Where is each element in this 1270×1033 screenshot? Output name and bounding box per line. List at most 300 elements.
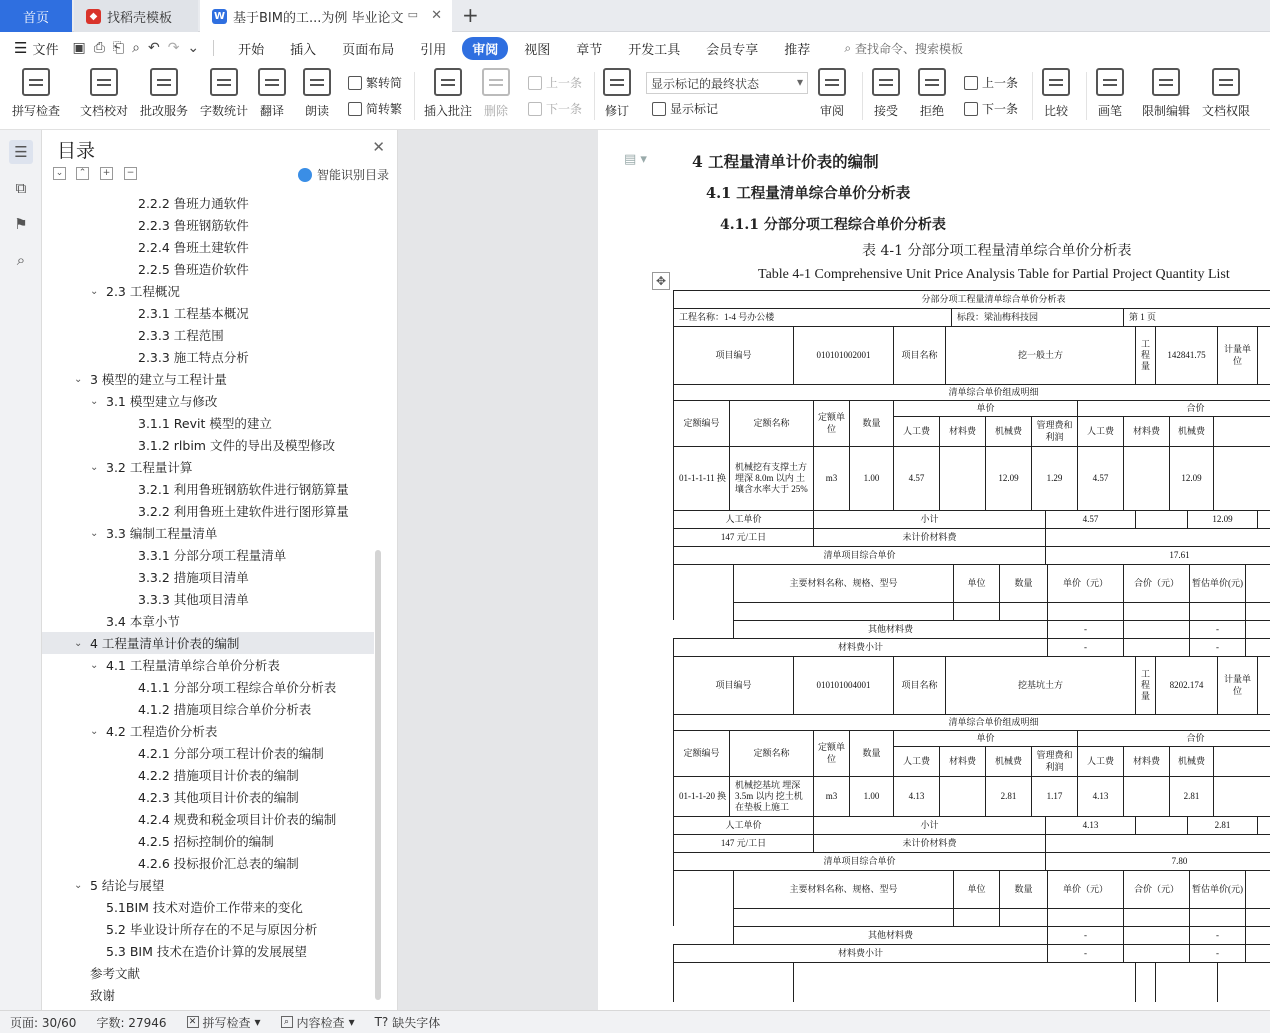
compare-label: 比较 bbox=[1043, 104, 1068, 118]
review-ribbon bbox=[0, 64, 1270, 130]
delete-comment-label: 删除 bbox=[483, 104, 508, 118]
table-label: 暂估单价(元) bbox=[1189, 564, 1245, 602]
table-label: 未计价材料费 bbox=[813, 528, 1045, 546]
print-icon[interactable]: ⎗ bbox=[112, 40, 125, 56]
accept-label: 接受 bbox=[873, 104, 898, 118]
toc-item-label: 2.2.2 鲁班力通软件 bbox=[138, 196, 249, 211]
table-label: 机械费 bbox=[985, 746, 1031, 776]
table-cell bbox=[1123, 926, 1189, 944]
table-cell bbox=[953, 602, 999, 620]
table-label: 工程量 bbox=[1135, 656, 1155, 714]
simp-to-trad-button[interactable] bbox=[348, 100, 402, 117]
subtotal-labor: 4.13 bbox=[1045, 816, 1135, 834]
table-cell bbox=[1245, 870, 1270, 908]
chevron-down-icon[interactable]: ⌄ bbox=[74, 879, 83, 891]
toc-item[interactable] bbox=[42, 984, 374, 1006]
table-dash: - bbox=[1189, 944, 1245, 962]
expand-all-icon[interactable]: ⌃ bbox=[76, 167, 89, 180]
subtotal-labor: 4.57 bbox=[1045, 510, 1135, 528]
table-cell bbox=[673, 564, 733, 620]
table-label: 清单项目综合单价 bbox=[673, 852, 1045, 870]
toc-item[interactable] bbox=[42, 742, 374, 764]
save-icon[interactable]: ▣ bbox=[72, 40, 86, 56]
quota-name: 机械挖有支撑土方 埋深 8.0m 以内 土壤含水率大于 25% bbox=[729, 446, 813, 510]
doc-proof-icon bbox=[90, 68, 118, 96]
undo-icon[interactable]: ↶ bbox=[147, 40, 160, 56]
menu-bar bbox=[0, 32, 1270, 64]
file-menu-label: 文件 bbox=[32, 42, 59, 58]
restrict-edit-label: 限制编辑 bbox=[1142, 104, 1191, 118]
table-label: 清单项目综合单价 bbox=[673, 546, 1045, 564]
toc-item[interactable] bbox=[42, 962, 374, 984]
table-label: 合价 bbox=[1077, 400, 1270, 416]
table-cell bbox=[1155, 962, 1217, 1002]
ribbon-divider bbox=[414, 72, 415, 120]
table-label: 暂估单价(元) bbox=[1189, 870, 1245, 908]
table-section-label: 清单综合单价组成明细 bbox=[673, 714, 1270, 730]
content-check-icon: ⌕ bbox=[281, 1016, 293, 1028]
toc-item[interactable] bbox=[42, 830, 374, 852]
trad-to-simp-icon bbox=[348, 76, 362, 90]
table-label: 人工费 bbox=[1077, 416, 1123, 446]
track-changes-button[interactable] bbox=[603, 68, 631, 119]
toc-item-label: 4.2.2 措施项目计价表的编制 bbox=[138, 768, 299, 783]
delete-comment-button[interactable] bbox=[482, 68, 510, 119]
item-quantity: 8202.174 bbox=[1155, 656, 1217, 714]
menu-divider bbox=[213, 40, 214, 56]
pen-button[interactable] bbox=[1096, 68, 1124, 119]
table-label: 人工费 bbox=[893, 746, 939, 776]
menu-developer[interactable]: 开发工具 bbox=[628, 42, 681, 58]
toc-item[interactable] bbox=[42, 390, 374, 412]
spellcheck-status[interactable] bbox=[187, 1014, 261, 1031]
spellcheck-button[interactable] bbox=[12, 68, 60, 119]
reject-label: 拒绝 bbox=[919, 104, 944, 118]
ribbon-divider bbox=[594, 72, 595, 120]
toc-item-label: 3.2 工程量计算 bbox=[106, 460, 193, 475]
item-name: 挖一般土方 bbox=[945, 326, 1135, 384]
toc-item-label: 4.1.2 措施项目综合单价分析表 bbox=[138, 702, 312, 717]
restrict-edit-button[interactable] bbox=[1142, 68, 1190, 119]
ai-assistant-icon bbox=[298, 168, 312, 182]
tab-template[interactable] bbox=[74, 0, 198, 32]
toc-item-label: 2.2.3 鲁班钢筋软件 bbox=[138, 218, 249, 233]
simp-to-trad-label: 简转繁 bbox=[366, 102, 403, 116]
ribbon-divider bbox=[1032, 72, 1033, 120]
quick-access-more-icon[interactable]: ⌄ bbox=[187, 40, 200, 56]
toc-item[interactable] bbox=[42, 478, 374, 500]
toc-scrollbar[interactable] bbox=[375, 550, 381, 1000]
toc-item[interactable] bbox=[42, 236, 374, 258]
prev-comment-button[interactable] bbox=[528, 74, 582, 91]
batch-service-label: 批改服务 bbox=[140, 104, 189, 118]
toc-item[interactable] bbox=[42, 852, 374, 874]
toc-item[interactable] bbox=[42, 302, 374, 324]
chevron-down-icon: ▾ bbox=[348, 1015, 355, 1029]
trad-to-simp-button[interactable] bbox=[348, 74, 402, 91]
toc-item-label: 2.2.5 鲁班造价软件 bbox=[138, 262, 249, 277]
toc-item-label: 5.3 BIM 技术在造价计算的发展展望 bbox=[106, 944, 307, 959]
table-label: 计量单位 bbox=[1217, 326, 1257, 384]
tab-pin-icon[interactable]: ▭ bbox=[407, 8, 418, 21]
table-cell bbox=[1213, 446, 1270, 510]
paragraph-handle-icon[interactable]: ▤ ▾ bbox=[624, 152, 647, 167]
table-caption-cn: 表 4-1 分部分项工程量清单综合单价分析表 bbox=[862, 243, 1132, 259]
table-label: 单价 bbox=[893, 400, 1077, 416]
table-cell bbox=[1257, 656, 1270, 714]
read-aloud-label: 朗读 bbox=[304, 104, 329, 118]
toc-item[interactable] bbox=[42, 588, 374, 610]
command-search[interactable] bbox=[844, 40, 963, 57]
unit-mgmt: 1.29 bbox=[1031, 446, 1077, 510]
export-pdf-icon[interactable]: ⎙ bbox=[93, 40, 105, 56]
table-cell bbox=[1257, 510, 1270, 528]
table-section-label: 清单综合单价组成明细 bbox=[673, 384, 1270, 400]
table-cell bbox=[1245, 638, 1270, 656]
document-page[interactable] bbox=[598, 130, 1270, 1010]
table-label: 项目编号 bbox=[673, 326, 793, 384]
page-indicator[interactable]: 页面: 30/60 bbox=[10, 1015, 77, 1030]
toc-item-label: 5 结论与展望 bbox=[90, 878, 165, 893]
table-label: 材料费 bbox=[1123, 746, 1169, 776]
ribbon-divider bbox=[862, 72, 863, 120]
table-label: 定额编号 bbox=[673, 730, 729, 776]
toc-item[interactable] bbox=[42, 698, 374, 720]
next-comment-label: 下一条 bbox=[546, 102, 583, 116]
table-cell bbox=[733, 908, 953, 926]
menu-review[interactable]: 审阅 bbox=[462, 37, 508, 60]
table-label: 单价 bbox=[893, 730, 1077, 746]
table-cell bbox=[1123, 908, 1189, 926]
table-label: 材料费小计 bbox=[673, 638, 1047, 656]
toc-item-label: 3.3.1 分部分项工程量清单 bbox=[138, 548, 287, 563]
table-label: 定额编号 bbox=[673, 400, 729, 446]
toc-item[interactable] bbox=[42, 192, 374, 214]
read-aloud-button[interactable] bbox=[303, 68, 331, 119]
table-label: 定额单位 bbox=[813, 730, 849, 776]
total-machine: 2.81 bbox=[1169, 776, 1213, 816]
heading-2: 4.1 工程量清单综合单价分析表 bbox=[706, 185, 911, 202]
close-icon[interactable]: ✕ bbox=[372, 138, 385, 156]
table-cell bbox=[1135, 510, 1187, 528]
toc-item[interactable] bbox=[42, 808, 374, 830]
tab-document[interactable] bbox=[200, 0, 452, 32]
word-count-button[interactable] bbox=[200, 68, 248, 119]
hamburger-icon: ☰ bbox=[14, 39, 28, 57]
document-canvas bbox=[398, 130, 1270, 1010]
toc-item[interactable] bbox=[42, 764, 374, 786]
table-label: 单价（元） bbox=[1047, 564, 1123, 602]
toc-item[interactable] bbox=[42, 544, 374, 566]
find-icon[interactable]: ⌕ bbox=[16, 251, 26, 269]
redo-icon[interactable]: ↷ bbox=[167, 40, 180, 56]
doc-proof-label: 文档校对 bbox=[80, 104, 129, 118]
table-dash: - bbox=[1189, 620, 1245, 638]
total-labor: 4.13 bbox=[1077, 776, 1123, 816]
batch-service-icon bbox=[150, 68, 178, 96]
prev-comment-label: 上一条 bbox=[546, 76, 583, 90]
quota-unit: m3 bbox=[813, 776, 849, 816]
table-label: 小计 bbox=[813, 816, 1045, 834]
toc-item[interactable] bbox=[42, 720, 374, 742]
table-cell bbox=[1123, 638, 1189, 656]
unit-material bbox=[939, 446, 985, 510]
table-label: 单价（元） bbox=[1047, 870, 1123, 908]
table-label: 数量 bbox=[849, 730, 893, 776]
toc-item-label: 4 工程量清单计价表的编制 bbox=[90, 636, 240, 651]
table-label: 定额单位 bbox=[813, 400, 849, 446]
table-label: 机械费 bbox=[1169, 746, 1213, 776]
translate-button[interactable] bbox=[258, 68, 286, 119]
toc-item-label: 3.2.2 利用鲁班土建软件进行图形算量 bbox=[138, 504, 349, 519]
batch-service-button[interactable] bbox=[140, 68, 188, 119]
table-cell bbox=[1047, 908, 1123, 926]
tab-home[interactable] bbox=[0, 0, 72, 32]
table-dash: - bbox=[1047, 620, 1123, 638]
unit-machine: 12.09 bbox=[985, 446, 1031, 510]
accept-icon bbox=[872, 68, 900, 96]
toc-item[interactable] bbox=[42, 368, 374, 390]
toc-item[interactable] bbox=[42, 940, 374, 962]
item-quantity: 142841.75 bbox=[1155, 326, 1217, 384]
toc-item-label: 4.2.3 其他项目计价表的编制 bbox=[138, 790, 299, 805]
chevron-down-icon[interactable]: ⌄ bbox=[90, 395, 99, 407]
table-cell bbox=[1135, 962, 1155, 1002]
print-preview-icon[interactable]: ⌕ bbox=[132, 40, 140, 56]
chevron-down-icon[interactable]: ⌄ bbox=[90, 285, 99, 297]
table-cell bbox=[1245, 908, 1270, 926]
toc-item-label: 2.3.3 工程范围 bbox=[138, 328, 224, 343]
toc-item-label: 3 模型的建立与工程计量 bbox=[90, 372, 227, 387]
unit-material bbox=[939, 776, 985, 816]
toc-item-label: 4.2.6 投标报价汇总表的编制 bbox=[138, 856, 299, 871]
show-markup-button[interactable] bbox=[652, 100, 718, 117]
content-check-status[interactable] bbox=[281, 1014, 355, 1031]
table-cell bbox=[1257, 816, 1270, 834]
subtotal-machine: 12.09 bbox=[1187, 510, 1257, 528]
toc-item[interactable] bbox=[42, 214, 374, 236]
toc-item[interactable] bbox=[42, 566, 374, 588]
toc-item[interactable] bbox=[42, 676, 374, 698]
item-code: 010101002001 bbox=[793, 326, 893, 384]
menu-references[interactable]: 引用 bbox=[420, 42, 447, 58]
toc-item[interactable] bbox=[42, 456, 374, 478]
table-cell bbox=[1245, 602, 1270, 620]
reject-button[interactable] bbox=[918, 68, 946, 119]
table-label: 计量单位 bbox=[1217, 656, 1257, 714]
menu-start[interactable]: 开始 bbox=[238, 42, 265, 58]
toc-item[interactable] bbox=[42, 522, 374, 544]
table-label: 合价（元） bbox=[1123, 564, 1189, 602]
accept-button[interactable] bbox=[872, 68, 900, 119]
remove-heading-icon[interactable]: − bbox=[124, 167, 137, 180]
table-label: 小计 bbox=[813, 510, 1045, 528]
search-icon: ⌕ bbox=[844, 40, 852, 55]
doc-rights-button[interactable] bbox=[1202, 68, 1250, 119]
toc-item[interactable] bbox=[42, 896, 374, 918]
review-pane-icon bbox=[818, 68, 846, 96]
toc-item[interactable] bbox=[42, 874, 374, 896]
toc-item[interactable] bbox=[42, 258, 374, 280]
table-cell bbox=[1123, 944, 1189, 962]
quota-unit: m3 bbox=[813, 446, 849, 510]
toc-item[interactable] bbox=[42, 786, 374, 808]
tab-template-label: 找稻壳模板 bbox=[107, 10, 173, 26]
toc-item-label: 3.1 模型建立与修改 bbox=[106, 394, 218, 409]
labor-rate: 147 元/工日 bbox=[673, 834, 813, 852]
toc-item-label: 4.1 工程量清单综合单价分析表 bbox=[106, 658, 280, 673]
heading-1: 4 工程量清单计价表的编制 bbox=[692, 152, 879, 171]
doc-rights-label: 文档权限 bbox=[1202, 104, 1251, 118]
table-cell bbox=[733, 602, 953, 620]
toc-item[interactable] bbox=[42, 918, 374, 940]
tab-document-label: 基于BIM的工...为例 毕业论文 bbox=[233, 10, 404, 26]
subtotal-machine: 2.81 bbox=[1187, 816, 1257, 834]
table-label: 管理费和利润 bbox=[1031, 746, 1077, 776]
next-change-label: 下一条 bbox=[982, 102, 1019, 116]
table-label: 机械费 bbox=[985, 416, 1031, 446]
tab-close-icon[interactable]: ✕ bbox=[431, 8, 442, 23]
new-tab-plus-icon[interactable]: + bbox=[462, 3, 479, 27]
table-cell bbox=[1245, 620, 1270, 638]
table-cell bbox=[999, 908, 1047, 926]
review-pane-button[interactable] bbox=[818, 68, 846, 119]
prev-change-button[interactable] bbox=[964, 74, 1018, 91]
insert-comment-label: 插入批注 bbox=[424, 104, 473, 118]
chevron-down-icon[interactable]: ⌄ bbox=[74, 637, 83, 649]
menu-chapter[interactable]: 章节 bbox=[576, 42, 603, 58]
table-label: 数量 bbox=[849, 400, 893, 446]
table-cell bbox=[1213, 746, 1270, 776]
table-cell bbox=[1245, 944, 1270, 962]
next-change-button[interactable] bbox=[964, 100, 1018, 117]
compare-button[interactable] bbox=[1042, 68, 1070, 119]
table-label: 机械费 bbox=[1169, 416, 1213, 446]
table-label: 材料费 bbox=[939, 416, 985, 446]
table-move-handle-icon[interactable]: ✥ bbox=[652, 272, 670, 290]
menu-recommend[interactable]: 推荐 bbox=[784, 42, 811, 58]
toc-item[interactable] bbox=[42, 324, 374, 346]
table-label: 数量 bbox=[999, 564, 1047, 602]
chevron-down-icon[interactable]: ⌄ bbox=[90, 659, 99, 671]
insert-comment-button[interactable] bbox=[424, 68, 472, 119]
read-aloud-icon bbox=[303, 68, 331, 96]
unit-labor: 4.57 bbox=[893, 446, 939, 510]
toc-item[interactable] bbox=[42, 610, 374, 632]
table-page-no: 第 1 页 bbox=[1123, 308, 1270, 326]
chapter-nav-icon[interactable]: ⧉ bbox=[15, 179, 27, 197]
chevron-down-icon[interactable]: ⌄ bbox=[90, 725, 99, 737]
table-label: 项目编号 bbox=[673, 656, 793, 714]
pen-label: 画笔 bbox=[1097, 104, 1122, 118]
unit-labor: 4.13 bbox=[893, 776, 939, 816]
chevron-down-icon[interactable]: ⌄ bbox=[90, 527, 99, 539]
writer-doc-icon: W bbox=[213, 10, 226, 22]
table-label: 定额名称 bbox=[729, 730, 813, 776]
total-material bbox=[1123, 776, 1169, 816]
table-cell bbox=[1189, 908, 1245, 926]
next-comment-button[interactable] bbox=[528, 100, 582, 117]
spellcheck-status-label: 拼写检查 bbox=[202, 1015, 251, 1030]
chevron-down-icon[interactable]: ⌄ bbox=[74, 373, 83, 385]
table-label: 人工单价 bbox=[673, 510, 813, 528]
review-pane-label: 审阅 bbox=[819, 104, 844, 118]
menu-member[interactable]: 会员专享 bbox=[706, 42, 759, 58]
toc-item-label: 3.1.1 Revit 模型的建立 bbox=[138, 416, 272, 431]
chevron-down-icon[interactable]: ⌄ bbox=[90, 461, 99, 473]
table-label: 主要材料名称、规格、型号 bbox=[733, 564, 953, 602]
toc-item[interactable] bbox=[42, 280, 374, 302]
toc-item-label: 4.2.5 招标控制价的编制 bbox=[138, 834, 274, 849]
toc-item-label: 4.2 工程造价分析表 bbox=[106, 724, 218, 739]
word-count-indicator[interactable]: 字数: 27946 bbox=[96, 1015, 167, 1030]
smart-toc-button[interactable] bbox=[298, 166, 389, 183]
table-label: 人工单价 bbox=[673, 816, 813, 834]
markup-mode-select[interactable]: 显示标记的最终状态 ▾ bbox=[646, 72, 808, 94]
toc-item-label: 2.3 工程概况 bbox=[106, 284, 180, 299]
table-caption-en: Table 4-1 Comprehensive Unit Price Analysis Table for Partial Project Quantity List bbox=[758, 267, 1230, 282]
missing-font-status[interactable] bbox=[375, 1014, 441, 1031]
toc-item[interactable] bbox=[42, 500, 374, 522]
doc-rights-icon bbox=[1212, 68, 1240, 96]
toc-item-label: 3.3.2 措施项目清单 bbox=[138, 570, 249, 585]
quick-access-toolbar bbox=[72, 40, 199, 56]
spellcheck-label: 拼写检查 bbox=[12, 104, 61, 118]
table-label: 其他材料费 bbox=[733, 926, 1047, 944]
table-cell bbox=[793, 962, 1135, 1002]
table-label: 项目名称 bbox=[893, 326, 945, 384]
table-label: 未计价材料费 bbox=[813, 834, 1045, 852]
doc-proof-button[interactable] bbox=[80, 68, 128, 119]
total-labor: 4.57 bbox=[1077, 446, 1123, 510]
table-cell bbox=[953, 908, 999, 926]
missing-font-label: 缺失字体 bbox=[392, 1015, 441, 1030]
reject-icon bbox=[918, 68, 946, 96]
toc-item-label: 3.3.3 其他项目清单 bbox=[138, 592, 249, 607]
toc-item[interactable] bbox=[42, 654, 374, 676]
unit-price-analysis-table bbox=[673, 290, 1270, 1010]
table-dash: - bbox=[1189, 926, 1245, 944]
table-label: 项目名称 bbox=[893, 656, 945, 714]
menu-page-layout[interactable]: 页面布局 bbox=[342, 42, 395, 58]
table-label: 数量 bbox=[999, 870, 1047, 908]
toc-item[interactable] bbox=[42, 434, 374, 456]
word-count-icon bbox=[210, 68, 238, 96]
toc-item[interactable] bbox=[42, 632, 374, 654]
toc-item-label: 2.2.4 鲁班土建软件 bbox=[138, 240, 249, 255]
toc-panel-icon[interactable]: ☰ bbox=[9, 140, 33, 164]
menu-view[interactable]: 视图 bbox=[524, 42, 551, 58]
unit-machine: 2.81 bbox=[985, 776, 1031, 816]
add-heading-icon[interactable]: + bbox=[100, 167, 113, 180]
toc-item-label: 3.2.1 利用鲁班钢筋软件进行钢筋算量 bbox=[138, 482, 349, 497]
toc-item[interactable] bbox=[42, 346, 374, 368]
table-label: 管理费和利润 bbox=[1031, 416, 1077, 446]
heading-3: 4.1.1 分部分项工程综合单价分析表 bbox=[720, 217, 946, 233]
delete-comment-icon bbox=[482, 68, 510, 96]
spellcheck-icon bbox=[22, 68, 50, 96]
table-cell bbox=[1047, 602, 1123, 620]
toc-item[interactable] bbox=[42, 412, 374, 434]
collapse-all-icon[interactable]: ⌄ bbox=[53, 167, 66, 180]
bookmark-icon[interactable]: ⚑ bbox=[14, 215, 28, 233]
quota-code: 01-1-1-11 换 bbox=[673, 446, 729, 510]
table-label: 人工费 bbox=[1077, 746, 1123, 776]
toc-item-label: 参考文献 bbox=[90, 966, 141, 981]
menu-insert[interactable]: 插入 bbox=[290, 42, 317, 58]
translate-icon bbox=[258, 68, 286, 96]
file-menu-button[interactable] bbox=[14, 39, 58, 58]
